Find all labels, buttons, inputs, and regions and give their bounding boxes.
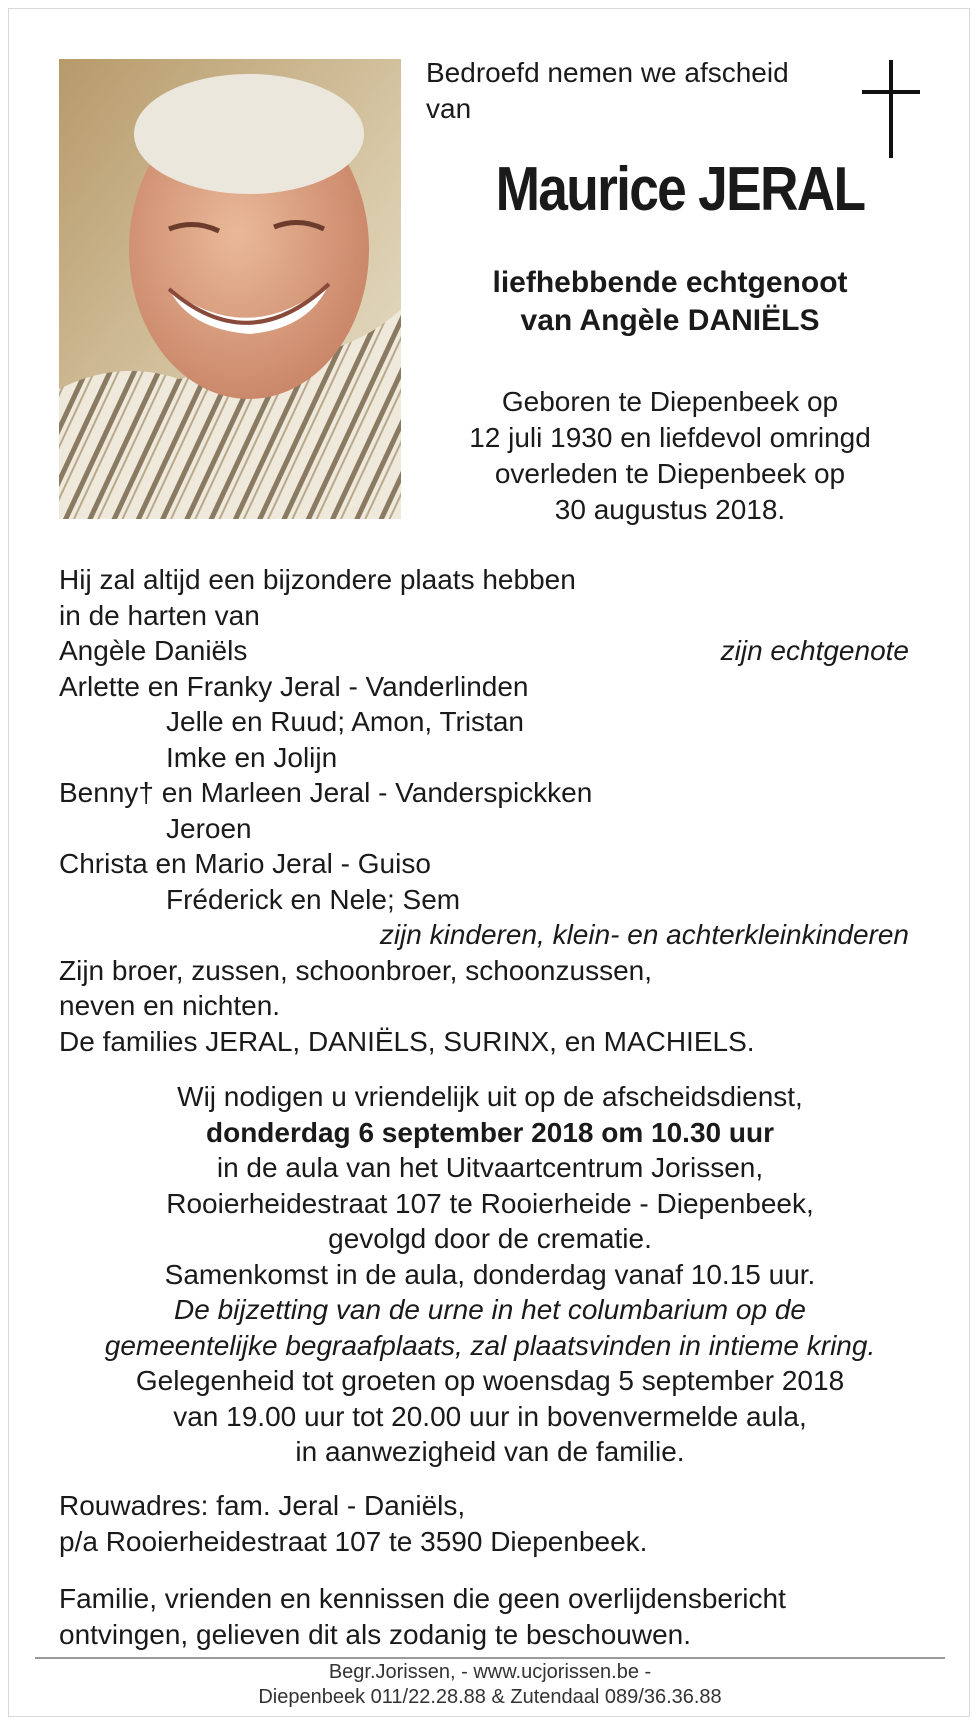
- portrait-photo: [59, 59, 401, 519]
- note-line: Familie, vrienden en kennissen die geen overlijdensbericht: [59, 1583, 786, 1614]
- footer-divider: [35, 1657, 945, 1659]
- birth-line: overleden te Diepenbeek op: [494, 458, 846, 489]
- address-line: Rouwadres: fam. Jeral - Daniëls,: [59, 1490, 466, 1521]
- family-member: De families JERAL, DANIËLS, SURINX, en MACHIELS.: [59, 1025, 755, 1057]
- address-line: p/a Rooierheidestraat 107 te 3590 Diepenbeek.: [59, 1526, 648, 1557]
- family-member: Jelle en Ruud; Amon, Tristan: [166, 706, 524, 737]
- mourning-address: [59, 1488, 921, 1560]
- intro-line: van: [426, 93, 472, 124]
- service-line: Gelegenheid tot groeten op woensdag 5 september 2018: [135, 1365, 845, 1396]
- service-line: Wij nodigen u vriendelijk uit op de afscheidsdienst,: [177, 1081, 803, 1112]
- footer-line: Begr.Jorissen, - www.ucjorissen.be -: [328, 1661, 652, 1683]
- service-line: van 19.00 uur tot 20.00 uur in bovenvermelde aula,: [173, 1400, 807, 1432]
- footer-line: Diepenbeek 011/22.28.88 & Zutendaal 089/36.36.88: [258, 1686, 722, 1708]
- service-line: Rooierheidestraat 107 te Rooierheide - Diepenbeek,: [166, 1187, 814, 1219]
- family-line: [59, 704, 921, 740]
- service-details: [40, 1079, 940, 1470]
- family-member: Angèle Daniëls: [59, 635, 248, 666]
- cross-icon: [862, 60, 922, 158]
- relation-label: zijn echtgenote: [720, 635, 909, 666]
- service-line: gevolgd door de crematie.: [328, 1223, 652, 1254]
- service-line: in aanwezigheid van de familie.: [295, 1436, 685, 1467]
- family-member: Benny† en Marleen Jeral - Vanderspickken: [59, 777, 593, 808]
- birth-line: Geboren te Diepenbeek op: [501, 386, 839, 417]
- family-line: [59, 882, 921, 918]
- family-line: [59, 633, 921, 669]
- notice-note: [59, 1581, 921, 1652]
- note-line: ontvingen, gelieven dit als zodanig te beschouwen.: [59, 1618, 691, 1650]
- family-line: [59, 811, 921, 847]
- service-line: Samenkomst in de aula, donderdag vanaf 10.15 uur.: [164, 1258, 816, 1290]
- spouse-line: liefhebbende echtgenoot: [492, 266, 848, 299]
- family-member: in de harten van: [59, 599, 260, 631]
- family-member: Fréderick en Nele; Sem: [166, 883, 461, 915]
- service-line: gemeentelijke begraafplaats, zal plaatsvinden in intieme kring.: [104, 1329, 876, 1361]
- spouse-line: van Angèle DANIËLS: [520, 304, 820, 337]
- funeral-home-footer: [40, 1660, 940, 1710]
- family-member: Jeroen: [166, 812, 252, 844]
- family-member: Arlette en Franky Jeral - Vanderlinden: [59, 670, 529, 702]
- birth-line: 12 juli 1930 en liefdevol omringd: [469, 422, 871, 453]
- service-line: De bijzetting van de urne in het columbarium op de: [174, 1294, 806, 1325]
- portrait-image: [59, 59, 401, 519]
- family-line: [59, 988, 921, 1024]
- family-member: Hij zal altijd een bijzondere plaats hebben: [59, 564, 576, 595]
- family-member: Imke en Jolijn: [166, 741, 338, 773]
- family-member: neven en nichten.: [59, 990, 281, 1021]
- birth-line: 30 augustus 2018.: [554, 494, 786, 525]
- family-line: [59, 740, 921, 776]
- family-line: [59, 598, 921, 634]
- family-member: Christa en Mario Jeral - Guiso: [59, 848, 431, 879]
- family-member: Zijn broer, zussen, schoonbroer, schoonzussen,: [59, 954, 653, 986]
- family-line: [59, 669, 921, 705]
- family-line: [59, 562, 921, 598]
- family-list: [59, 562, 921, 1059]
- family-line: [59, 953, 921, 989]
- birth-death-text: [420, 384, 920, 528]
- family-line: [59, 775, 921, 811]
- service-line: in de aula van het Uitvaartcentrum Jorissen,: [216, 1152, 764, 1183]
- intro-text: [426, 55, 846, 127]
- relation-label: zijn kinderen, klein- en achterkleinkinderen: [379, 919, 909, 950]
- deceased-name: Maurice JERAL: [495, 155, 865, 224]
- spouse-text: [420, 264, 920, 340]
- service-datetime: donderdag 6 september 2018 om 10.30 uur: [206, 1116, 774, 1148]
- family-line: [59, 846, 921, 882]
- intro-line: Bedroefd nemen we afscheid: [426, 57, 789, 88]
- family-line: [59, 1024, 921, 1060]
